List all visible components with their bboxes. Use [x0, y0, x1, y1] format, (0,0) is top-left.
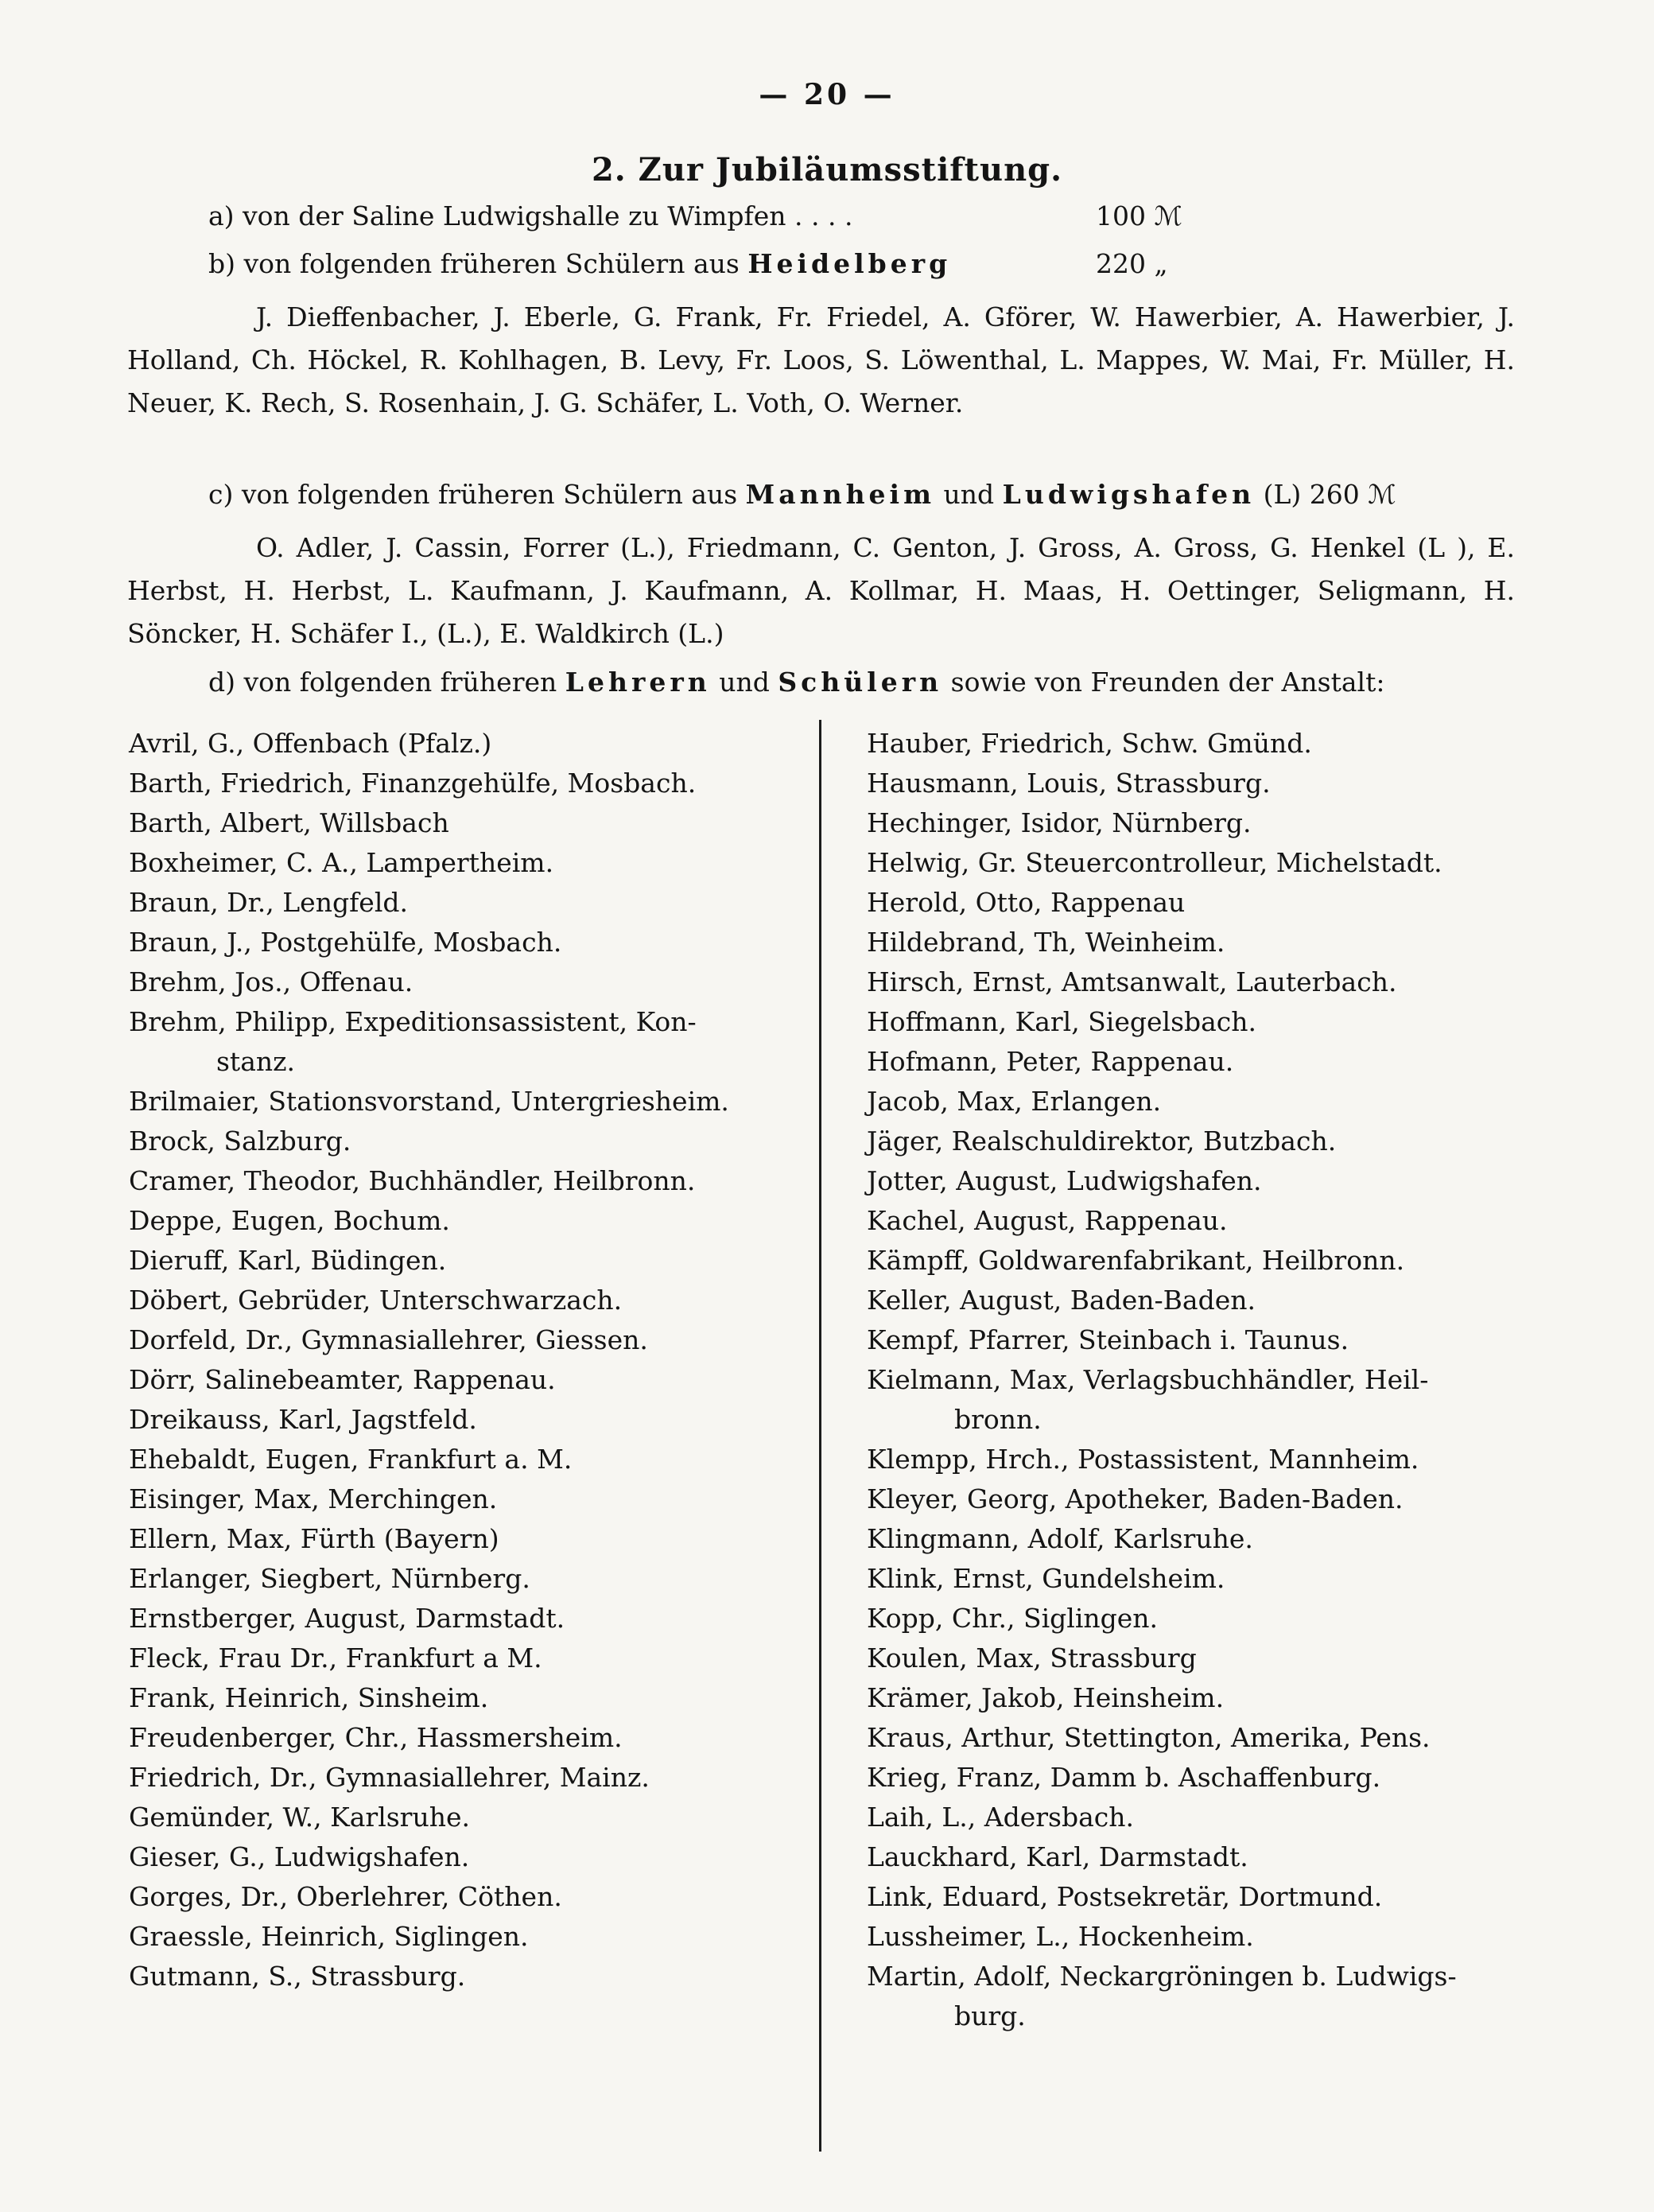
entry-text: Herold, Otto, Rappenau — [867, 887, 1186, 918]
list-entry — [867, 1082, 1543, 1122]
entry-text: Keller, August, Baden-Baden. — [867, 1285, 1256, 1316]
list-entry — [129, 764, 805, 803]
list-entry — [867, 883, 1543, 923]
entry-text: Hechinger, Isidor, Nürnberg. — [867, 807, 1252, 838]
entry-text: Brilmaier, Stationsvorstand, Untergriesheim. — [129, 1086, 729, 1117]
entry-b-place: Heidelberg — [747, 248, 952, 279]
entry-text: Kleyer, Georg, Apotheker, Baden-Baden. — [867, 1483, 1404, 1514]
entry-b-prefix: b) von folgenden früheren Schülern aus — [208, 248, 748, 279]
section-heading: 2. Zur Jubiläumsstiftung. — [591, 151, 1063, 189]
entry-text: Gutmann, S., Strassburg. — [129, 1961, 466, 1992]
list-entry — [129, 962, 805, 1002]
left-column — [129, 724, 805, 1996]
list-entry — [867, 1957, 1543, 2036]
entry-text: Eisinger, Max, Merchingen. — [129, 1483, 498, 1514]
entry-text: Klingmann, Adolf, Karlsruhe. — [867, 1523, 1253, 1554]
list-entry — [867, 1559, 1543, 1599]
entry-text: Hildebrand, Th, Weinheim. — [867, 927, 1225, 958]
list-entry — [867, 1042, 1543, 1082]
entry-text: Gieser, G., Ludwigshafen. — [129, 1841, 470, 1872]
entry-text: Gorges, Dr., Oberlehrer, Cöthen. — [129, 1881, 562, 1912]
entry-text: Dreikauss, Karl, Jagstfeld. — [129, 1404, 477, 1435]
list-entry — [129, 1837, 805, 1877]
entry-text: Hoffmann, Karl, Siegelsbach. — [867, 1006, 1257, 1037]
list-entry — [867, 1599, 1543, 1639]
list-entry — [129, 1519, 805, 1559]
entry-text: Dörr, Salinebeamter, Rappenau. — [129, 1364, 556, 1395]
list-entry — [867, 1917, 1543, 1957]
entry-text: Graessle, Heinrich, Siglingen. — [129, 1921, 529, 1952]
entry-text: Klink, Ernst, Gundelsheim. — [867, 1563, 1225, 1594]
entry-d-prefix: d) von folgenden früheren — [208, 667, 565, 698]
entry-c-prefix: c) von folgenden früheren Schülern aus — [208, 479, 746, 510]
entry-text: Cramer, Theodor, Buchhändler, Heilbronn. — [129, 1165, 696, 1196]
entry-text: Koulen, Max, Strassburg — [867, 1642, 1197, 1674]
entry-text: Avril, G., Offenbach (Pfalz.) — [129, 728, 492, 759]
entry-d-word2: Schülern — [778, 667, 943, 698]
entry-text: Link, Eduard, Postsekretär, Dortmund. — [867, 1881, 1383, 1912]
list-entry — [867, 1837, 1543, 1877]
list-entry — [867, 1241, 1543, 1281]
entry-d-word1: Lehrern — [565, 667, 711, 698]
entry-text: Hausmann, Louis, Strassburg. — [867, 768, 1271, 799]
entry-text: Deppe, Eugen, Bochum. — [129, 1205, 450, 1236]
list-entry — [129, 1320, 805, 1360]
entry-c-suffix: (L) 260 ℳ — [1255, 479, 1396, 510]
entry-text: Hauber, Friedrich, Schw. Gmünd. — [867, 728, 1312, 759]
entry-text: Barth, Albert, Willsbach — [129, 807, 449, 838]
entry-text: Ellern, Max, Fürth (Bayern) — [129, 1523, 499, 1554]
entry-d-suffix: sowie von Freunden der Anstalt: — [942, 667, 1385, 698]
entry-continuation: stanz. — [216, 1046, 295, 1077]
entry-text: Lussheimer, L., Hockenheim. — [867, 1921, 1254, 1952]
entry-d-label — [208, 667, 1384, 698]
entry-b-amount: 220 „ — [1096, 248, 1168, 279]
list-entry — [129, 1798, 805, 1837]
entry-text: Jacob, Max, Erlangen. — [867, 1086, 1162, 1117]
entry-text: Kämpff, Goldwarenfabrikant, Heilbronn. — [867, 1245, 1405, 1276]
entry-text: Klempp, Hrch., Postassistent, Mannheim. — [867, 1444, 1419, 1475]
list-entry — [129, 923, 805, 962]
list-entry — [867, 1320, 1543, 1360]
entry-text: Braun, Dr., Lengfeld. — [129, 887, 408, 918]
entry-text: Krämer, Jakob, Heinsheim. — [867, 1682, 1225, 1713]
entry-b-label — [208, 248, 951, 280]
list-entry — [129, 1678, 805, 1718]
entry-text: Barth, Friedrich, Finanzgehülfe, Mosbach. — [129, 768, 697, 799]
list-entry — [129, 1639, 805, 1678]
entry-text: Brehm, Jos., Offenau. — [129, 966, 414, 997]
entry-text: Hofmann, Peter, Rappenau. — [867, 1046, 1234, 1077]
entry-text: Martin, Adolf, Neckargröningen b. Ludwigs- — [867, 1961, 1457, 1992]
entry-text: Kempf, Pfarrer, Steinbach i. Taunus. — [867, 1324, 1349, 1355]
list-entry — [129, 1122, 805, 1161]
list-entry — [129, 1161, 805, 1201]
entry-text: Friedrich, Dr., Gymnasiallehrer, Mainz. — [129, 1762, 650, 1793]
entry-text: Kachel, August, Rappenau. — [867, 1205, 1228, 1236]
list-entry — [867, 1122, 1543, 1161]
list-entry — [867, 724, 1543, 764]
entry-a-label: a) von der Saline Ludwigshalle zu Wimpfen . . . . — [208, 200, 853, 231]
list-entry — [129, 1599, 805, 1639]
list-entry — [129, 1479, 805, 1519]
entry-text: Helwig, Gr. Steuercontrolleur, Michelstadt. — [867, 847, 1442, 878]
list-entry — [867, 1002, 1543, 1042]
list-entry — [867, 1201, 1543, 1241]
list-entry — [867, 1519, 1543, 1559]
entry-b-names: J. Dieffenbacher, J. Eberle, G. Frank, Fr. Friedel, A. Gförer, W. Hawerbier, A. Hawerbier, J. Holland, Ch. Höckel, R. Kohlhagen, B. Levy, Fr. Loos, S. Löwenthal, L. Mappes, W. Mai, Fr. Müller, H. Neuer, K. Rech, S. Rosenhain, J. G. Schäfer, L. Voth, O. Werner. — [127, 301, 1515, 418]
list-entry — [867, 962, 1543, 1002]
entry-continuation: burg. — [954, 2000, 1026, 2031]
list-entry — [129, 1400, 805, 1440]
list-entry — [867, 1479, 1543, 1519]
entry-c-and: und — [935, 479, 1003, 510]
list-entry — [129, 883, 805, 923]
list-entry — [129, 1758, 805, 1798]
list-entry — [867, 1718, 1543, 1758]
list-entry — [129, 1002, 805, 1082]
entry-c-place1: Mannheim — [745, 479, 936, 510]
list-entry — [867, 843, 1543, 883]
list-entry — [129, 843, 805, 883]
entry-text: Ernstberger, August, Darmstadt. — [129, 1603, 565, 1634]
list-entry — [867, 1758, 1543, 1798]
entry-text: Dieruff, Karl, Büdingen. — [129, 1245, 447, 1276]
list-entry — [129, 1360, 805, 1400]
list-entry — [129, 1241, 805, 1281]
list-entry — [129, 1440, 805, 1479]
entry-text: Braun, J., Postgehülfe, Mosbach. — [129, 927, 562, 958]
list-entry — [129, 1201, 805, 1241]
entry-d-and: und — [710, 667, 778, 698]
list-entry — [129, 1957, 805, 1996]
list-entry — [129, 803, 805, 843]
entry-c-place2: Ludwigshafen — [1002, 479, 1256, 510]
entry-text: Brehm, Philipp, Expeditionsassistent, Kon- — [129, 1006, 697, 1037]
entry-text: Gemünder, W., Karlsruhe. — [129, 1802, 470, 1833]
list-entry — [867, 1639, 1543, 1678]
entry-text: Kopp, Chr., Siglingen. — [867, 1603, 1159, 1634]
right-column — [867, 724, 1543, 2036]
entry-a-amount: 100 ℳ — [1096, 200, 1182, 231]
list-entry — [129, 1559, 805, 1599]
entry-c-names: O. Adler, J. Cassin, Forrer (L.), Friedmann, C. Genton, J. Gross, A. Gross, G. Henkel (L ), E. Herbst, H. Herbst, L. Kaufmann, J. Kaufmann, A. Kollmar, H. Maas, H. Oettinger, Seligmann, H. Söncker, H. Schäfer I., (L.), E. Waldkirch (L.) — [127, 532, 1515, 649]
list-entry — [129, 724, 805, 764]
list-entry — [867, 1678, 1543, 1718]
list-entry — [867, 1440, 1543, 1479]
entry-text: Lauckhard, Karl, Darmstadt. — [867, 1841, 1248, 1872]
list-entry — [867, 1161, 1543, 1201]
entry-text: Freudenberger, Chr., Hassmersheim. — [129, 1722, 623, 1753]
entry-text: Kraus, Arthur, Stettington, Amerika, Pens. — [867, 1722, 1431, 1753]
list-entry — [129, 1718, 805, 1758]
list-entry — [867, 1360, 1543, 1440]
column-divider — [819, 720, 821, 2152]
entry-continuation: bronn. — [954, 1404, 1042, 1435]
list-entry — [867, 803, 1543, 843]
entry-text: Ehebaldt, Eugen, Frankfurt a. M. — [129, 1444, 573, 1475]
page-number: — 20 — — [759, 78, 895, 111]
list-entry — [867, 1798, 1543, 1837]
list-entry — [867, 1877, 1543, 1917]
list-entry — [129, 1917, 805, 1957]
entry-text: Boxheimer, C. A., Lampertheim. — [129, 847, 554, 878]
entry-text: Döbert, Gebrüder, Unterschwarzach. — [129, 1285, 623, 1316]
list-entry — [129, 1082, 805, 1122]
list-entry — [867, 1281, 1543, 1320]
list-entry — [129, 1877, 805, 1917]
entry-text: Jäger, Realschuldirektor, Butzbach. — [867, 1125, 1337, 1157]
list-entry — [129, 1281, 805, 1320]
entry-c-label — [208, 479, 1396, 511]
entry-text: Jotter, August, Ludwigshafen. — [867, 1165, 1262, 1196]
entry-text: Frank, Heinrich, Sinsheim. — [129, 1682, 489, 1713]
entry-text: Hirsch, Ernst, Amtsanwalt, Lauterbach. — [867, 966, 1397, 997]
entry-text: Laih, L., Adersbach. — [867, 1802, 1134, 1833]
entry-text: Fleck, Frau Dr., Frankfurt a M. — [129, 1642, 542, 1674]
entry-text: Krieg, Franz, Damm b. Aschaffenburg. — [867, 1762, 1381, 1793]
list-entry — [867, 923, 1543, 962]
entry-text: Kielmann, Max, Verlagsbuchhändler, Heil- — [867, 1364, 1429, 1395]
entry-text: Dorfeld, Dr., Gymnasiallehrer, Giessen. — [129, 1324, 648, 1355]
entry-text: Erlanger, Siegbert, Nürnberg. — [129, 1563, 530, 1594]
list-entry — [867, 764, 1543, 803]
entry-text: Brock, Salzburg. — [129, 1125, 351, 1157]
